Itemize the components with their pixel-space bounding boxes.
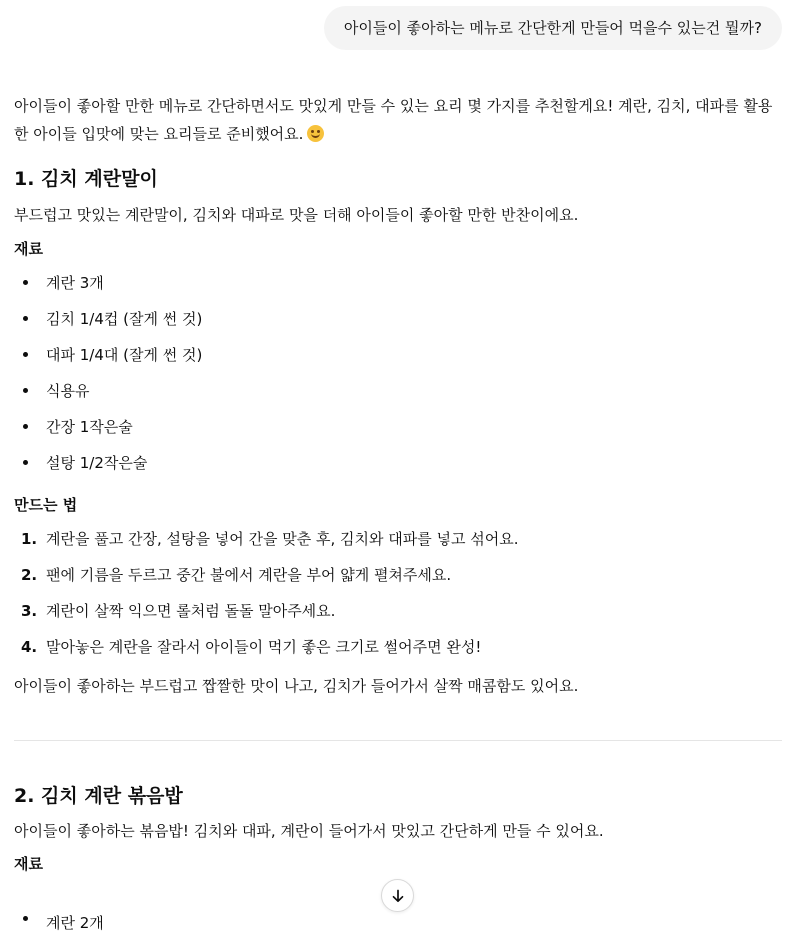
- scroll-to-bottom-button[interactable]: [381, 879, 414, 912]
- intro-paragraph: [14, 92, 782, 148]
- arrow-down-icon: [390, 888, 406, 904]
- list-item: 식용유: [14, 378, 782, 414]
- recipe1-steps-list: [14, 526, 782, 670]
- assistant-answer: [14, 92, 782, 875]
- list-item: 설탕 1/2작은술: [14, 450, 782, 486]
- recipe1-description: 부드럽고 맛있는 계란말이, 김치와 대파로 맛을 더해 아이들이 좋아할 만한 반찬이에요.: [14, 206, 579, 224]
- smiling-face-icon: [307, 125, 324, 142]
- user-message-bubble: 아이들이 좋아하는 메뉴로 간단한게 만들어 먹을수 있는건 뭘까?: [324, 6, 782, 50]
- recipe2-description: 아이들이 좋아하는 볶음밥! 김치와 대파, 계란이 들어가서 맛있고 간단하게 만들 수 있어요.: [14, 822, 604, 840]
- step-number: 2.: [21, 566, 38, 584]
- list-item: 김치 1/4컵 (잘게 썬 것): [14, 306, 782, 342]
- recipe1-ingredients-heading: 재료: [14, 240, 43, 258]
- list-item: 대파 1/4대 (잘게 썬 것): [14, 342, 782, 378]
- section-divider: [14, 740, 782, 741]
- step-item: [14, 526, 782, 562]
- step-text: 계란이 살짝 익으면 롤처럼 돌돌 말아주세요.: [46, 602, 336, 620]
- recipe1-title: 1. 김치 계란말이: [14, 168, 158, 190]
- step-number: 3.: [21, 602, 38, 620]
- step-text: 말아놓은 계란을 잘라서 아이들이 먹기 좋은 크기로 썰어주면 완성!: [46, 638, 482, 656]
- step-text: 계란을 풀고 간장, 설탕을 넣어 간을 맞춘 후, 김치와 대파를 넣고 섞어요.: [46, 530, 519, 548]
- recipe1-steps-heading: 만드는 법: [14, 496, 78, 514]
- recipe2-title: 2. 김치 계란 볶음밥: [14, 785, 183, 807]
- step-item: [14, 562, 782, 598]
- list-item: 간장 1작은술: [14, 414, 782, 450]
- step-number: 1.: [21, 530, 38, 548]
- recipe2-ingredients-heading: 재료: [14, 855, 43, 873]
- step-item: [14, 598, 782, 634]
- step-number: 4.: [21, 638, 38, 656]
- intro-text: 아이들이 좋아할 만한 메뉴로 간단하면서도 맛있게 만들 수 있는 요리 몇 가지를 추천할게요! 계란, 김치, 대파를 활용한 아이들 입맛에 맞는 요리들로 준비했어요.: [14, 97, 773, 143]
- partial-list-bullet: [23, 916, 28, 921]
- user-message-row: [324, 6, 782, 50]
- recipe1-ingredients-list: [14, 270, 782, 486]
- step-item: [14, 634, 782, 670]
- recipe1-closing: 아이들이 좋아하는 부드럽고 짭짤한 맛이 나고, 김치가 들어가서 살짝 매콤함도 있어요.: [14, 677, 579, 695]
- list-item: 계란 3개: [14, 270, 782, 306]
- step-text: 팬에 기름을 두르고 중간 불에서 계란을 부어 얇게 펼쳐주세요.: [46, 566, 452, 584]
- partial-ingredient: 계란 2개: [46, 914, 104, 932]
